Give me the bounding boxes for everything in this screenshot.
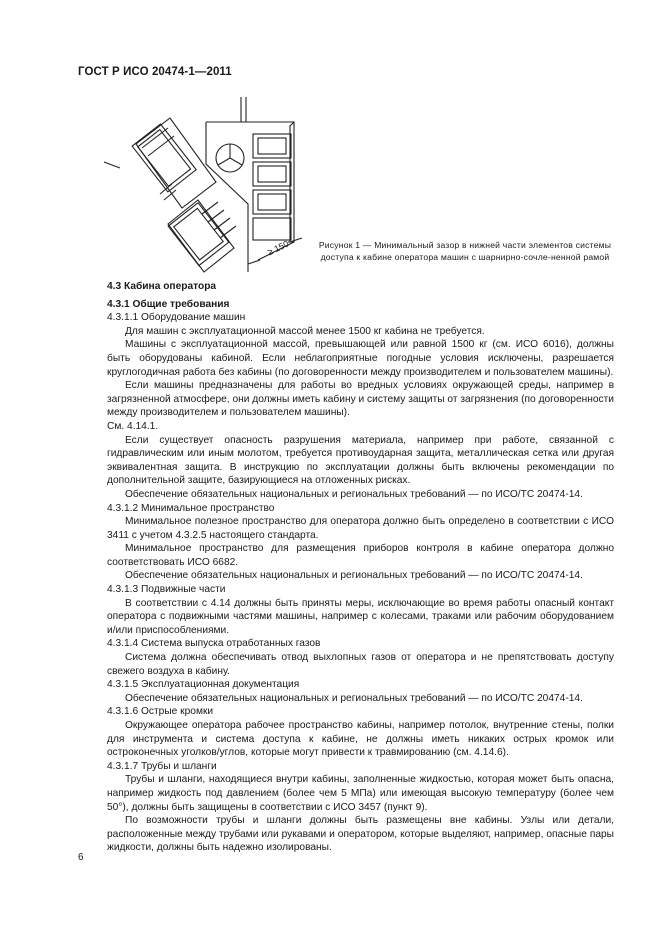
dimension-label: ≥ 150 xyxy=(265,238,291,258)
paragraph: В соответствии с 4.14 должны быть приняты меры, исключающие во время работы опасный контакт оператора с подвижными частями машины, например с колесами, траками или рабочим оборудованием и/или приспособлениями. xyxy=(107,597,614,636)
section-heading: 4.3 Кабина оператора xyxy=(107,281,217,292)
paragraph: Если машины предназначены для работы во вредных условиях окружающей среды, например в загрязненной атмосфере, они должны иметь кабину и систему защиты от загрязнения (по договоренности между производителем и пользователем машины). xyxy=(107,380,614,419)
subsection-heading: 4.3.1.6 Острые кромки xyxy=(107,706,214,718)
paragraph: Обеспечение обязательных национальных и региональных требований — по ИСО/ТС 20474-14. xyxy=(125,570,583,582)
subsection-heading: 4.3.1.2 Минимальное пространство xyxy=(107,502,275,514)
figure-caption: Рисунок 1 — Минимальный зазор в нижней части элементов системы доступа к кабине оператора машин с шарнирно-сочле-ненной рамой xyxy=(318,240,612,263)
subsection-heading: 4.3.1.5 Эксплуатационная документация xyxy=(107,679,300,691)
subsection-heading: 4.3.1.1 Оборудование машин xyxy=(107,312,246,324)
document-body xyxy=(107,280,614,855)
subsection-heading: 4.3.1.3 Подвижные части xyxy=(107,584,226,596)
paragraph: Минимальное пространство для размещения приборов контроля в кабине оператора должно соответствовать ИСО 6682. xyxy=(107,543,614,568)
subsection-heading: 4.3.1.4 Система выпуска отработанных газов xyxy=(107,638,321,650)
paragraph: Машины с эксплуатационной массой, превышающей или равной 1500 кг (см. ИСО 6016), должны быть оборудованы кабиной. Если неблагоприятные погодные условия исключены, разрешается круглогодичная работа без кабины (по договоренности между производителем и пользователем машины). xyxy=(107,339,614,378)
figure-articulated-frame xyxy=(98,92,308,277)
paragraph: Трубы и шланги, находящиеся внутри кабины, заполненные жидкостью, которая может быть опасна, например жидкость под давлением (более чем 5 МПа) или имеющая высокую температуру (более чем 50°), должны быть защищены в соответствии с ИСО 3457 (пункт 9). xyxy=(107,774,614,813)
paragraph: Обеспечение обязательных национальных и региональных требований — по ИСО/ТС 20474-14. xyxy=(125,692,583,704)
subsection-heading: 4.3.1.7 Трубы и шланги xyxy=(107,760,217,772)
page-number: 6 xyxy=(78,852,84,863)
paragraph: Обеспечение обязательных национальных и региональных требований — по ИСО/ТС 20474-14. xyxy=(125,488,583,500)
section-heading: 4.3.1 Общие требования xyxy=(107,298,230,310)
paragraph: Если существует опасность разрушения материала, например при работе, связанной с гидравлическим или иным молотом, требуется противоударная защита, металлическая сетка или другая эквивалентная защита. В инструкцию по эксплуатации должны быть включены рекомендации по дополнительной защите, базирующиеся на отложенных рисках. xyxy=(107,434,614,487)
paragraph: Окружающее оператора рабочее пространство кабины, например потолок, внутренние стены, полки для инструмента и система доступа к кабине, не должны иметь никаких острых кромок или остроконечных уголков/углов, которые могут привести к травмированию (см. 4.14.6). xyxy=(107,720,614,759)
paragraph: Для машин с эксплуатационной массой менее 1500 кг кабина не требуется. xyxy=(125,325,485,337)
paragraph: Минимальное полезное пространство для оператора должно быть определено в соответствии с ИСО 3411 с учетом 4.3.2.5 настоящего стандарта. xyxy=(107,516,614,541)
paragraph: Система должна обеспечивать отвод выхлопных газов от оператора и не препятствовать доступу свежего воздуха в кабину. xyxy=(107,652,614,677)
document-header: ГОСТ Р ИСО 20474-1—2011 xyxy=(78,66,232,78)
reference-line: См. 4.14.1. xyxy=(107,420,159,432)
paragraph: По возможности трубы и шланги должны быть размещены вне кабины. Узлы или детали, расположенные между трубами или рукавами и оператором, которые выделяют, например, опасные пары жидкости, должны быть надежно изолированы. xyxy=(107,815,614,854)
